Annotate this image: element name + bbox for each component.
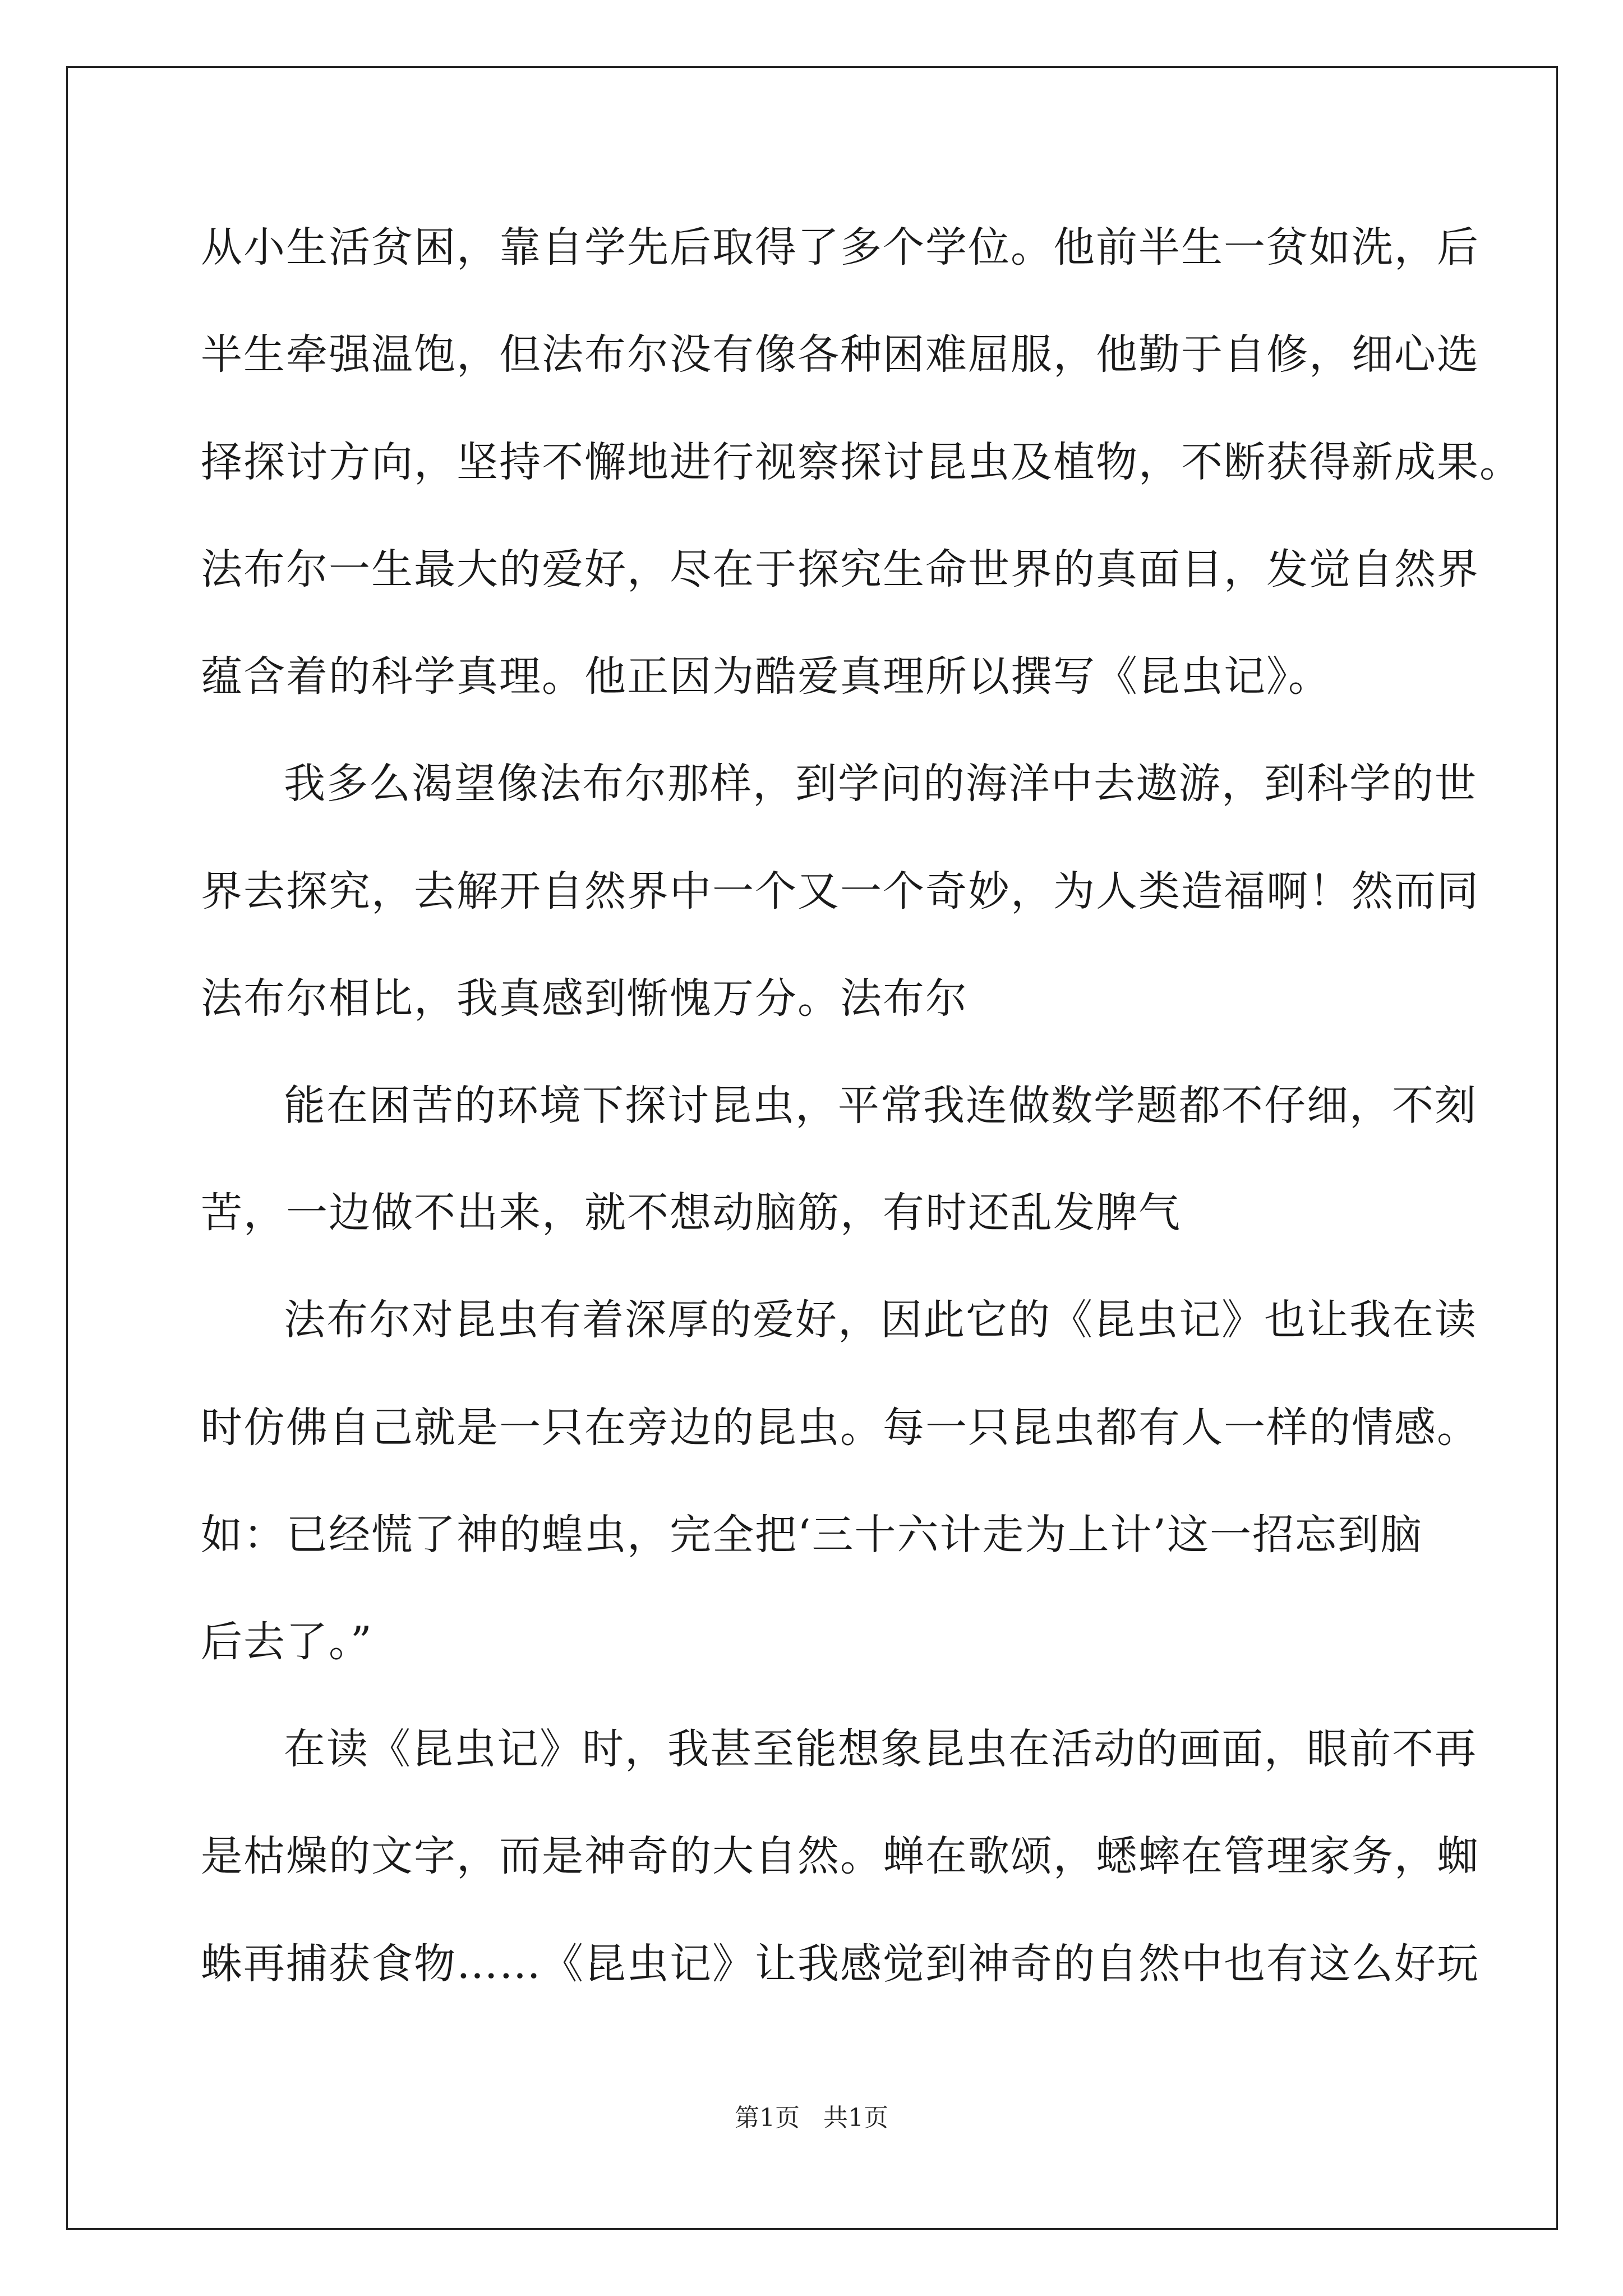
text-line: 界去探究，去解开自然界中一个又一个奇妙，为人类造福啊！然而同 [201, 867, 1479, 915]
page-border [66, 66, 1558, 2230]
paragraph-start-line: 我多么渴望像法布尔那样，到学问的海洋中去遨游，到科学的世 [284, 760, 1477, 808]
text-line: 是枯燥的文字，而是神奇的大自然。蝉在歌颂，蟋蟀在管理家务，蜘 [201, 1832, 1479, 1880]
page-number: 第1页 [735, 2104, 800, 2132]
page-total: 共1页 [823, 2104, 888, 2132]
text-line: 苦，一边做不出来，就不想动脑筋，有时还乱发脾气 [201, 1189, 1181, 1237]
text-line: 半生牵强温饱，但法布尔没有像各种困难屈服，他勤于自修，细心选 [201, 330, 1479, 379]
text-line: 时仿佛自己就是一只在旁边的昆虫。每一只昆虫都有人一样的情感。 [201, 1404, 1479, 1452]
text-line: 法布尔相比，我真感到惭愧万分。法布尔 [201, 974, 968, 1023]
paragraph-start-line: 法布尔对昆虫有着深厚的爱好，因此它的《昆虫记》也让我在读 [284, 1296, 1477, 1344]
paragraph-start-line: 在读《昆虫记》时，我甚至能想象昆虫在活动的画面，眼前不再 [284, 1725, 1477, 1773]
text-line: 如：已经慌了神的蝗虫，完全把‘三十六计走为上计’这一招忘到脑 [201, 1511, 1423, 1559]
text-line: 择探讨方向，坚持不懈地进行视察探讨昆虫及植物，不断获得新成果。 [201, 438, 1522, 486]
text-line: 蛛再捕获食物……《昆虫记》让我感觉到神奇的自然中也有这么好玩 [201, 1940, 1479, 1988]
page-footer [0, 2102, 1623, 2134]
text-line: 后去了。” [201, 1618, 373, 1666]
text-line: 蕴含着的科学真理。他正因为酷爱真理所以撰写《昆虫记》。 [201, 652, 1331, 701]
paragraph-start-line: 能在困苦的环境下探讨昆虫，平常我连做数学题都不仔细，不刻 [284, 1082, 1477, 1130]
text-line: 从小生活贫困，靠自学先后取得了多个学位。他前半生一贫如洗，后 [201, 223, 1479, 272]
text-line: 法布尔一生最大的爱好，尽在于探究生命世界的真面目，发觉自然界 [201, 545, 1479, 593]
